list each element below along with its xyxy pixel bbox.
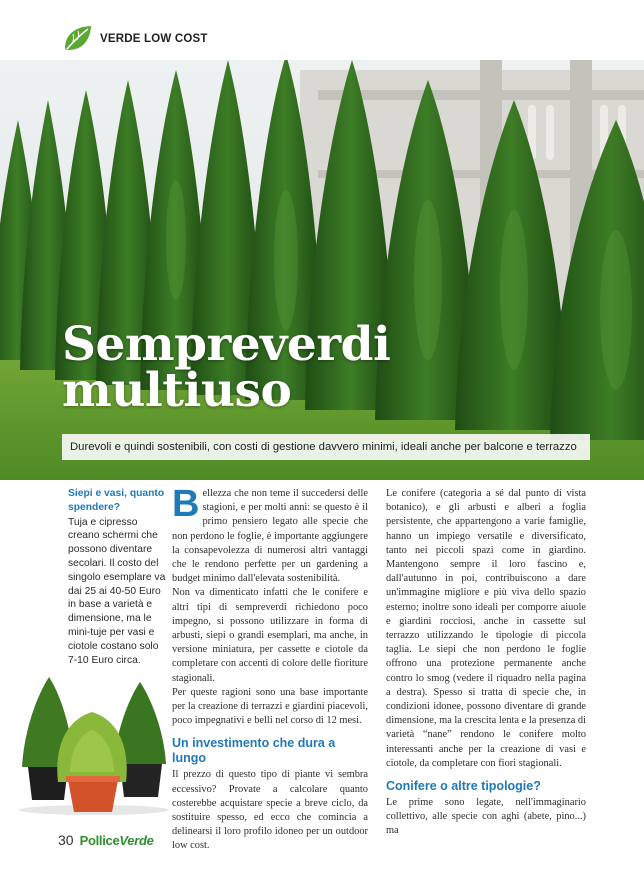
paragraph-1: ellezza che non teme il succedersi delle stagioni, e per molti anni: se questo è il primo pensiero legato alle specie che non perdono le foglie, è importante aggiungere la consapevolezza di numerosi altri vantaggi che le rendono perfette per un gardening a budget minimo dall'elevata sostenibilità. [172,488,368,585]
sidebar-text: Tuja e cipresso creano schermi che possono diventare secolari. Il costo del singolo esemplare va dai 25 ai 40-50 Euro in base a varietà e dimensione, ma le mini-tuje per vasi e ciotole costano solo 7-10 Euro circa. [68,516,166,666]
paragraph-6: Le prime sono legate, nell'immaginario collettivo, alle specie con aghi (abete, pino...) ma [386,797,586,837]
sidebar-box [68,487,168,667]
paragraph-3: Per queste ragioni sono una base importante per la creazione di terrazzi e giardini piacevoli, poco impegnativi e belli nel corso di 12 mesi. [172,686,368,727]
brand-part-2: Verde [119,833,154,848]
subheading-conifers: Conifere o altre tipologie? [386,779,541,794]
sidebar-title: Siepi e vasi, quanto spendere? [68,488,165,513]
subtitle-band [62,434,590,460]
title-line-2: multiuso [62,363,292,418]
section-header [62,22,208,56]
leaf-logo-icon [62,23,94,55]
magazine-logo [80,833,154,848]
title-line-1: Sempreverdi [62,317,391,372]
article-subtitle: Durevoli e quindi sostenibili, con costi di gestione davvero minimi, ideali anche per balcone e terrazzo [70,441,577,453]
subheading-investment: Un investimento che dura a lungo [172,736,336,766]
article-column-2 [386,487,586,839]
paragraph-5: Le conifere (categoria a sé dal punto di vista botanico), e gli arbusti e alberi a foglia persistente, che appartengono a varie famiglie, hanno un impiego versatile e diversificato, tanto nei piccoli spazi come in giardino. Mantengono sempre il loro fascino e, dall'autunno in poi, contribuiscono a dare un'immagine migliore e più viva dello spazio esterno; inoltre sono ideali per comporre aiuole e giardini rocciosi, anche in cassette sul terrazzo utilizzando le tipologie di piccola taglia. Le siepi che non perdono le foglie offrono una protezione permanente anche contro lo smog (vedere il riquadro nella pagina a destra). Spesso si tratta di specie che, in condizioni idonee, possono diventare di grande dimensione, ma la crescita lenta e la presenza di varietà “nane” rendono le conifere molto interessanti anche per la creazione di vasi e ciotole, da completare con fiori stagionali. [386,488,586,769]
paragraph-4: Il prezzo di questo tipo di piante vi sembra eccessivo? Provate a calcolare quanto costerebbe acquistare specie a breve ciclo, da sostituire spesso, ed ecco che comincia a delinearsi il loro profilo idoneo per un outdoor low cost. [172,769,368,852]
article-title [62,317,391,418]
article-column-1 [172,483,368,854]
paragraph-2: Non va dimenticato infatti che le conifere e altri tipi di sempreverdi richiedono poco impegno, si possono utilizzare in forma di arbusti, siepi o grandi esemplari, ma anche, in versione miniatura, per cassette e ciotole da completare con accenti di colore delle fioriture stagionali. [172,587,368,684]
page-number: 30 [58,832,74,848]
potted-conifers-image [14,672,174,817]
section-label: VERDE LOW COST [100,33,208,45]
drop-cap: B [172,483,200,525]
brand-part-1: Pollice [79,833,120,848]
page-footer [58,832,154,848]
